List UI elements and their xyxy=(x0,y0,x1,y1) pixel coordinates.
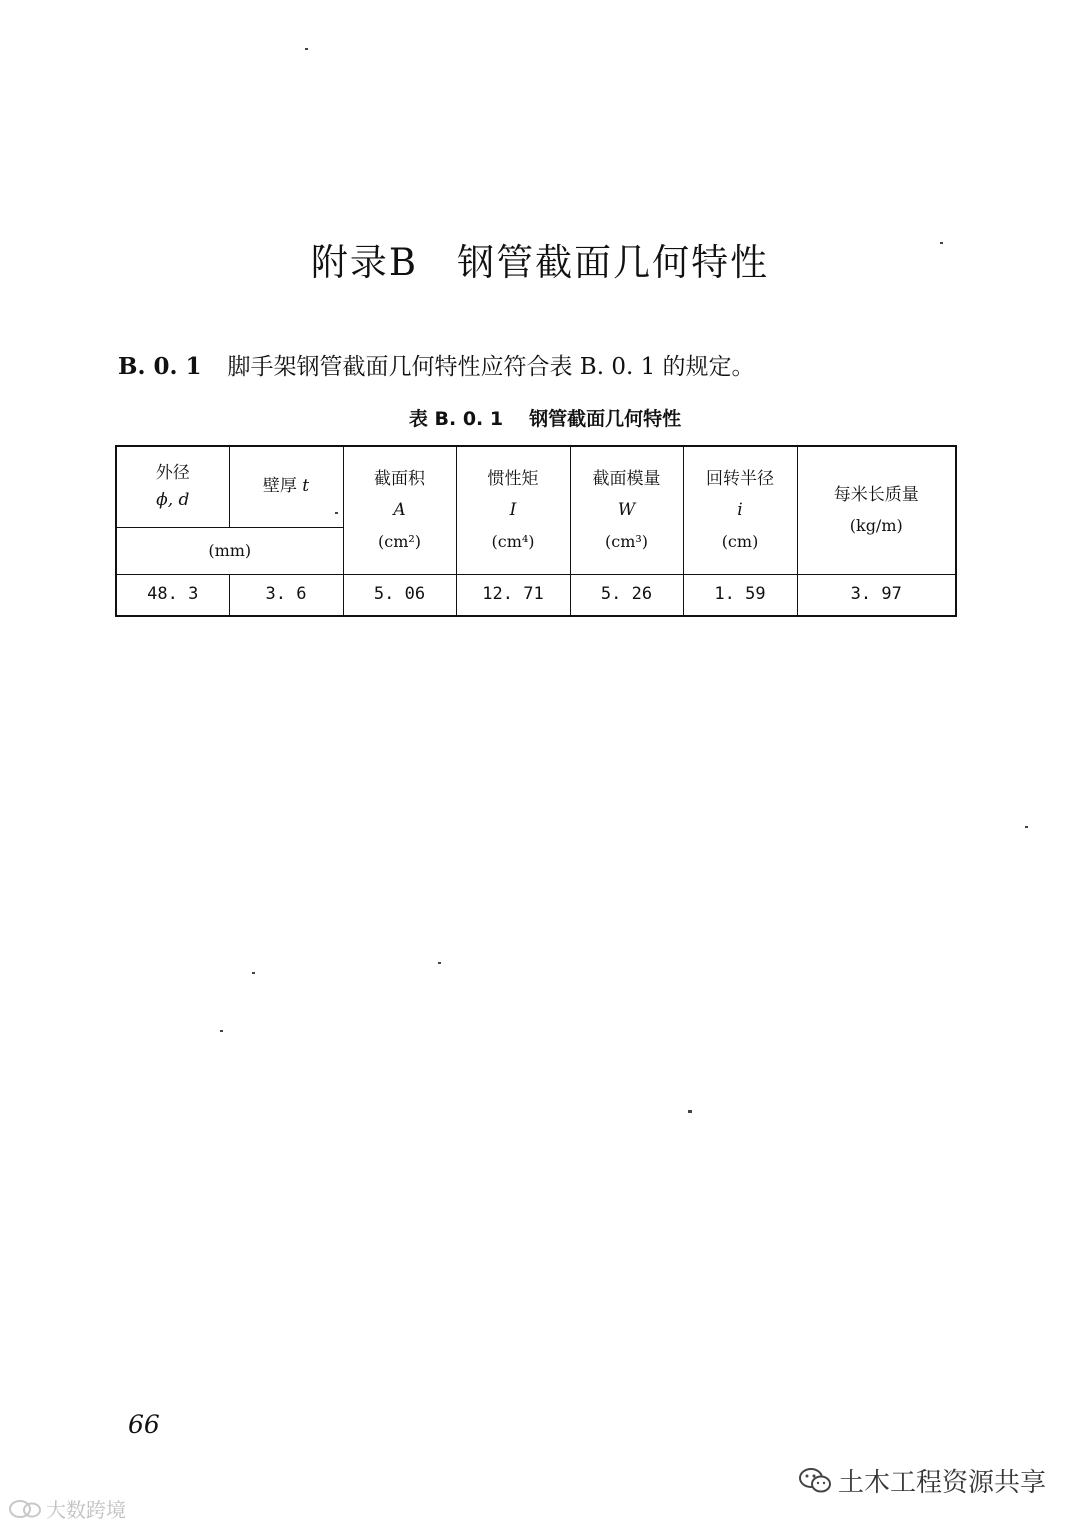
watermark-left-text: 大数跨境 xyxy=(46,1498,126,1522)
header-modulus-unit: (cm³) xyxy=(604,531,649,551)
cell-inertia: 12. 71 xyxy=(456,574,570,616)
header-modulus xyxy=(570,446,683,574)
cell-wall-thickness: 3. 6 xyxy=(229,574,343,616)
header-inertia-unit: (cm⁴) xyxy=(491,531,535,551)
table-row xyxy=(116,574,956,616)
watermark-right-text: 土木工程资源共享 xyxy=(837,1468,1046,1498)
header-outer-diameter-name: 外径 xyxy=(155,462,190,483)
header-wall-thickness-name: 壁厚 xyxy=(262,476,297,497)
scan-speck xyxy=(438,962,441,964)
scan-speck xyxy=(220,1030,223,1032)
header-area-name: 截面积 xyxy=(374,469,425,489)
clause-number: B. 0. 1 xyxy=(118,353,202,380)
watermark-right xyxy=(798,1462,1046,1499)
header-modulus-symbol: W xyxy=(617,500,636,521)
header-inertia-symbol: I xyxy=(509,500,517,521)
header-outer-diameter xyxy=(116,446,229,527)
scan-speck xyxy=(940,242,943,244)
table-caption xyxy=(0,404,1080,431)
header-mass xyxy=(797,446,956,574)
header-modulus-name: 截面模量 xyxy=(592,469,661,489)
header-area-symbol: A xyxy=(393,500,406,521)
watermark-left xyxy=(8,1494,126,1523)
header-wall-thickness-symbol: t xyxy=(302,476,310,497)
cell-outer-diameter: 48. 3 xyxy=(116,574,229,616)
header-area-unit: (cm²) xyxy=(377,531,422,551)
header-gyration-unit: (cm) xyxy=(721,531,759,551)
header-inertia xyxy=(456,446,570,574)
header-wall-thickness xyxy=(229,446,343,527)
table-caption-title: 钢管截面几何特性 xyxy=(529,408,682,430)
wechat-logo-icon xyxy=(8,1498,42,1520)
clause-paragraph xyxy=(118,348,755,381)
cell-modulus: 5. 26 xyxy=(570,574,683,616)
page-title: 附录B 钢管截面几何特性 xyxy=(310,241,770,284)
table-caption-number: 表 B. 0. 1 xyxy=(408,408,504,430)
cell-area: 5. 06 xyxy=(343,574,456,616)
header-outer-diameter-symbol: ϕ, d xyxy=(156,489,190,510)
scan-speck xyxy=(335,512,338,514)
header-gyration-name: 回转半径 xyxy=(706,469,774,489)
header-shared-unit: (mm) xyxy=(116,527,343,574)
scan-speck xyxy=(305,48,308,50)
table-header-row xyxy=(116,446,956,527)
section-properties-table xyxy=(115,445,957,617)
scan-speck xyxy=(1025,826,1028,828)
header-gyration-symbol: i xyxy=(737,500,743,521)
cell-mass: 3. 97 xyxy=(797,574,956,616)
wechat-icon xyxy=(798,1466,832,1496)
header-mass-name: 每米长质量 xyxy=(833,484,919,505)
clause-text: 脚手架钢管截面几何特性应符合表 B. 0. 1 的规定。 xyxy=(227,354,755,380)
header-inertia-name: 惯性矩 xyxy=(487,469,539,489)
cell-gyration: 1. 59 xyxy=(683,574,797,616)
header-gyration xyxy=(683,446,797,574)
scan-speck xyxy=(688,1110,692,1113)
page-number: 66 xyxy=(128,1410,160,1439)
header-area xyxy=(343,446,456,574)
header-mass-unit: (kg/m) xyxy=(849,515,903,535)
scan-speck xyxy=(252,972,255,974)
